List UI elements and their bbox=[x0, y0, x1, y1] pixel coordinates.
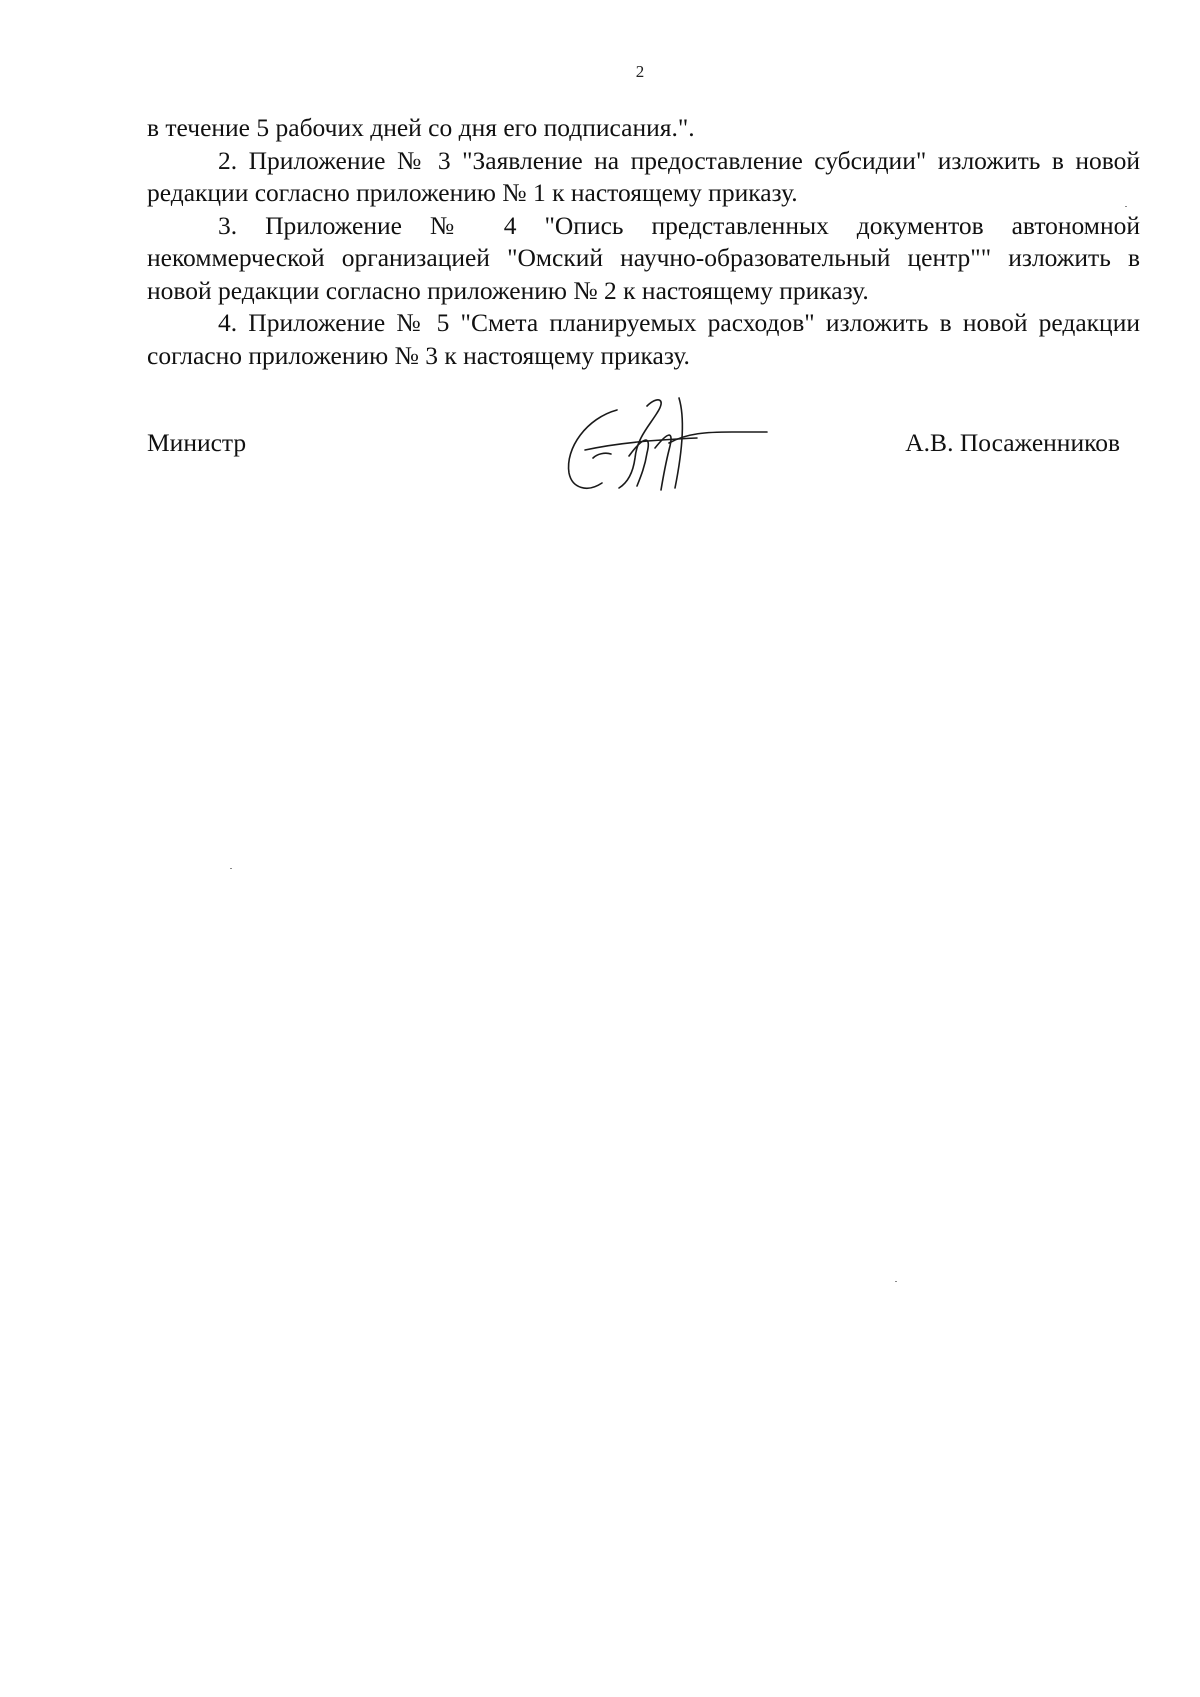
signer-name: А.В. Посаженников bbox=[905, 428, 1120, 457]
body-text bbox=[147, 112, 1140, 372]
scan-speck bbox=[895, 1281, 897, 1282]
handwritten-signature-icon bbox=[557, 388, 787, 498]
page-number: 2 bbox=[635, 62, 645, 81]
signer-position: Министр bbox=[147, 428, 247, 457]
signature-block bbox=[147, 428, 1140, 508]
paragraph-item-2: 2. Приложение № 3 "Заявление на предоставление субсидии" изложить в новой редакции согласно приложению № 1 к настоящему приказу. bbox=[147, 145, 1140, 207]
paragraph-continuation: в течение 5 рабочих дней со дня его подписания.". bbox=[147, 113, 695, 142]
scan-speck bbox=[230, 868, 232, 869]
paragraph-item-4: 4. Приложение № 5 "Смета планируемых расходов" изложить в новой редакции согласно приложению № 3 к настоящему приказу. bbox=[147, 308, 1140, 370]
paragraph-item-3: 3. Приложение № 4 "Опись представленных документов автономной некоммерческой организацией "Омский научно-образовательный центр"" изложить в новой редакции согласно приложению № 2 к настоящему приказу. bbox=[147, 210, 1140, 305]
scan-speck bbox=[1125, 206, 1127, 207]
